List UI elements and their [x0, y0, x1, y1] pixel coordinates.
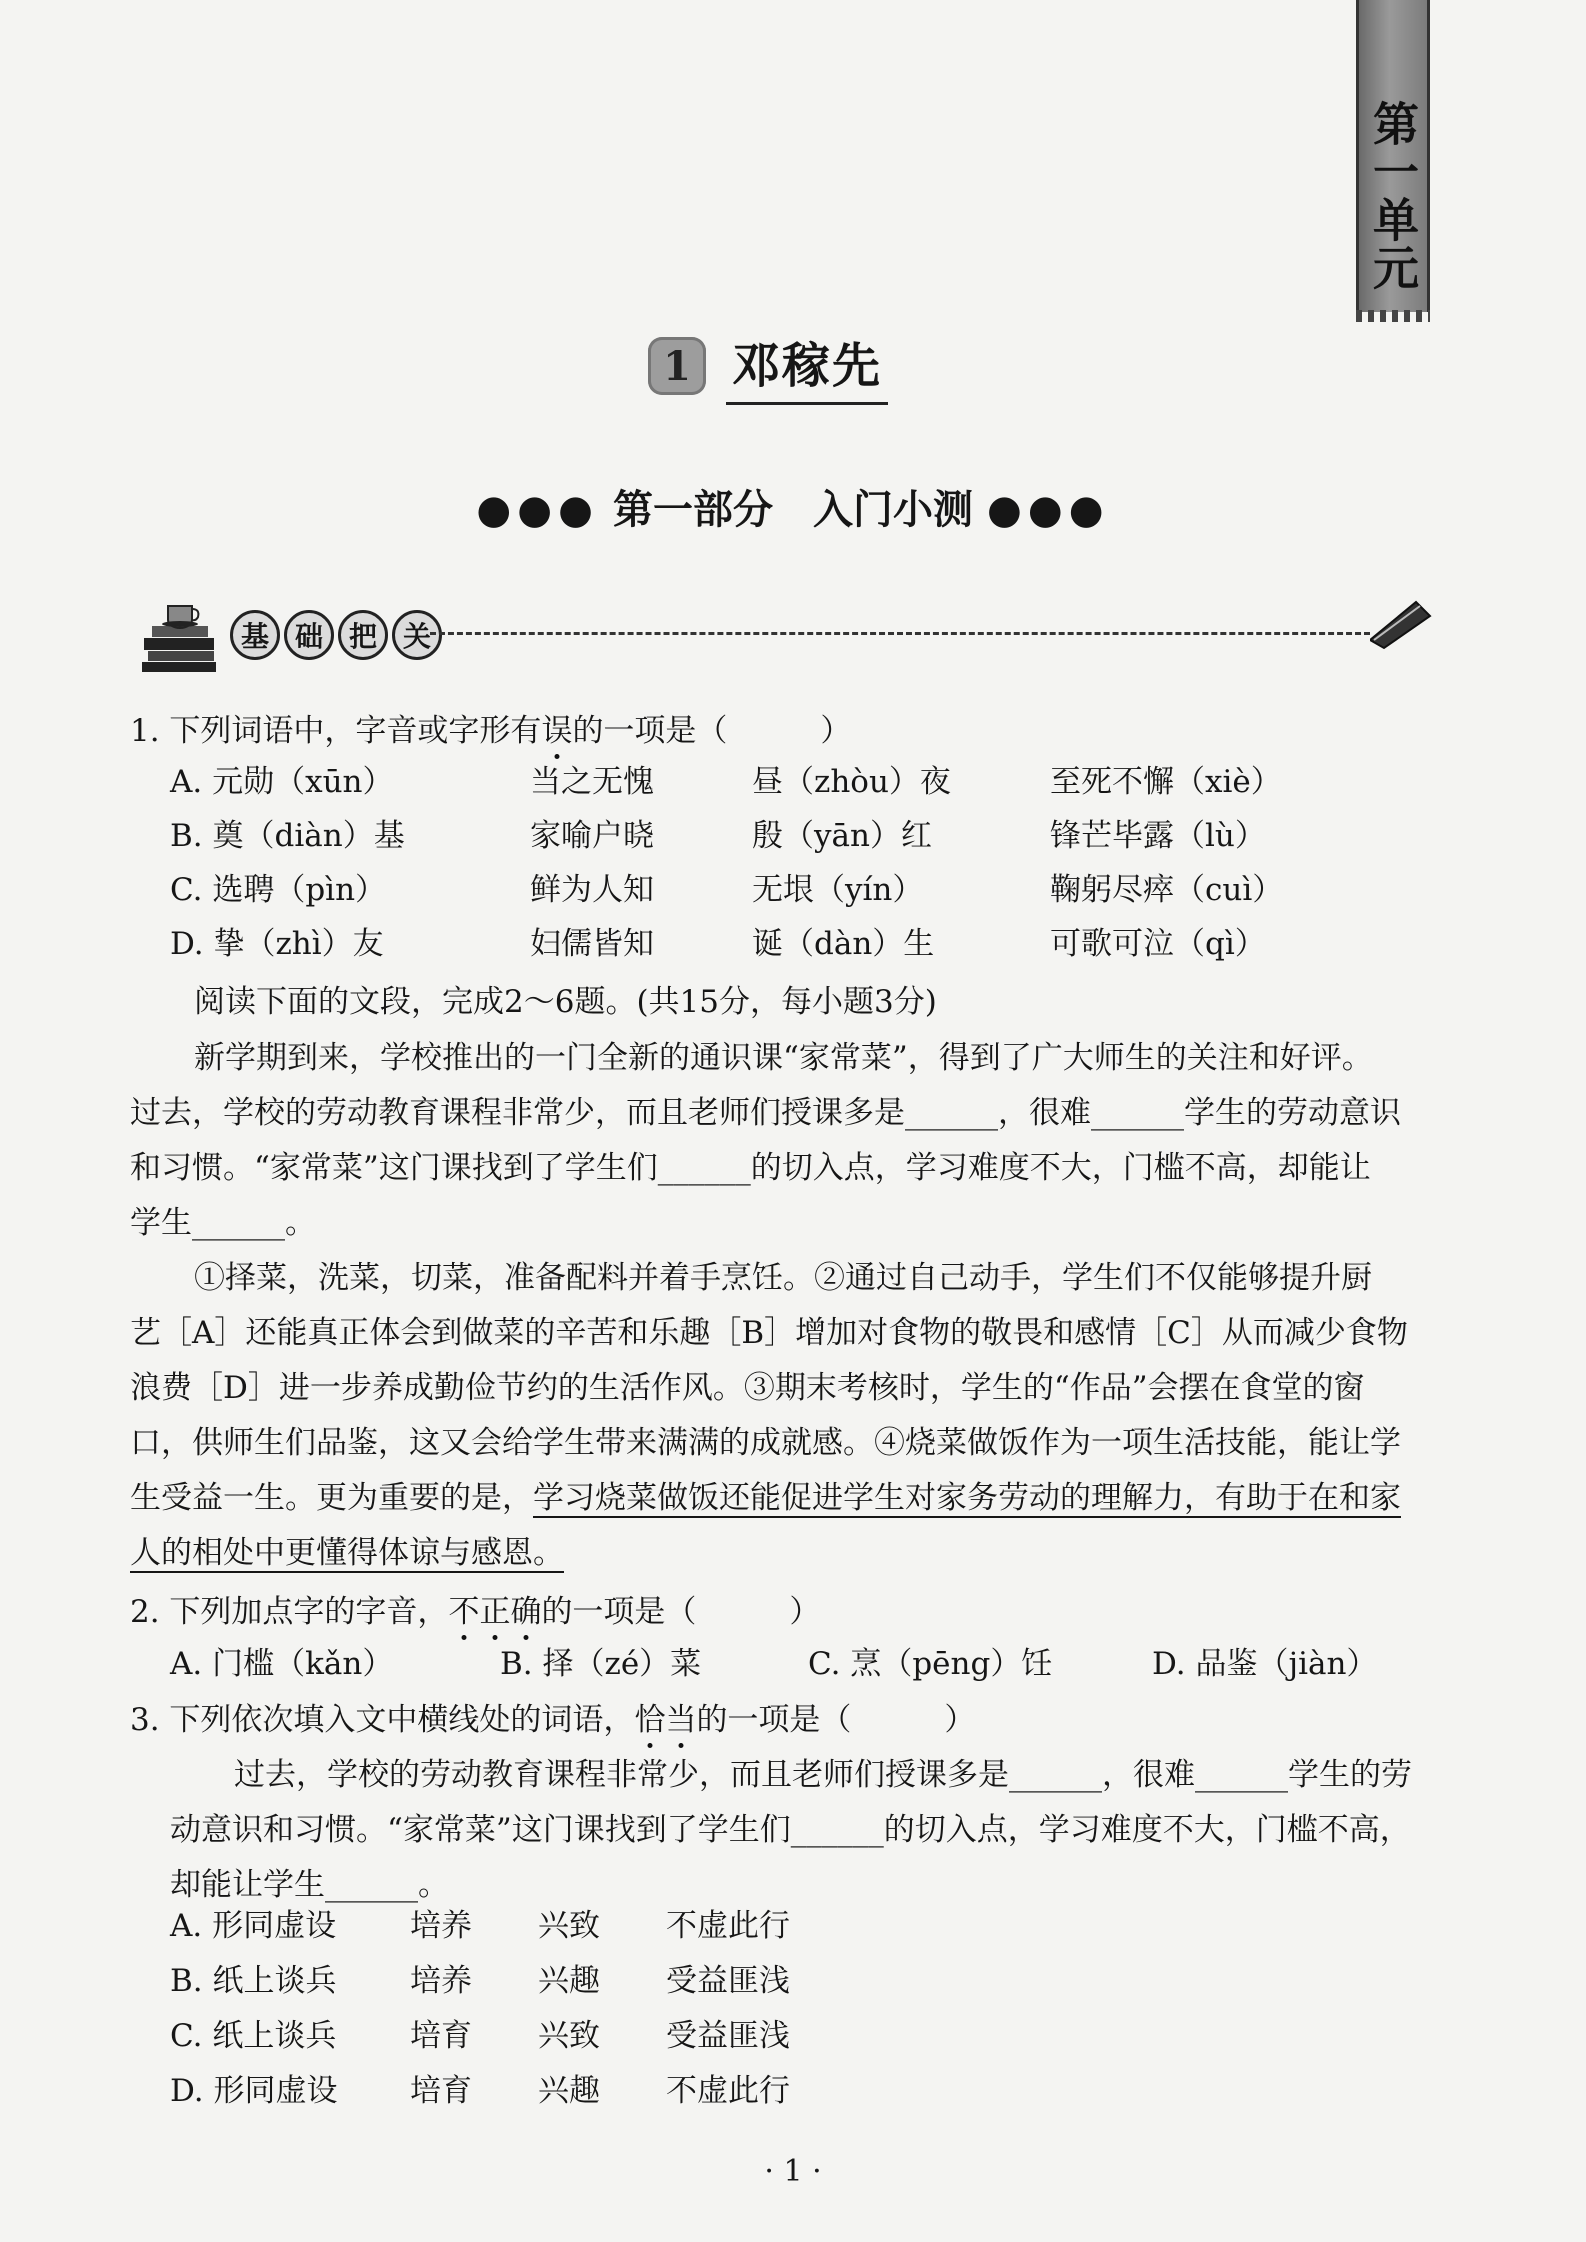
pencil-icon — [1370, 600, 1440, 660]
banner-char: 关 — [392, 610, 442, 660]
q3-opt-c-3: 兴致 — [538, 2018, 600, 2054]
passage — [130, 1031, 1460, 1581]
q1-opt-a-2: 当之无愧 — [530, 764, 654, 800]
q2-option-d: D. 品鉴（jiàn） — [1152, 1646, 1378, 1682]
q3-opt-b-4: 受益匪浅 — [666, 1963, 790, 1999]
passage-line-underlined-start — [130, 1471, 1460, 1526]
q1-opt-a-1: A. 元勋（xūn） — [170, 764, 394, 800]
q3-opt-b-1: B. 纸上谈兵 — [170, 1963, 337, 1999]
page-number: · 1 · — [764, 2154, 822, 2189]
banner-char: 基 — [230, 610, 280, 660]
passage-line: 和习惯。“家常菜”这门课找到了学生们______的切入点，学习难度不大，门槛不高，却能让 — [130, 1150, 1371, 1186]
q3-opt-c-4: 受益匪浅 — [666, 2018, 790, 2054]
q1-stem: 1. 下列词语中，字音或字形有误的一项是（ ） — [130, 713, 852, 749]
q1-opt-d-1: D. 挚（zhì）友 — [170, 926, 384, 962]
q1-opt-d-2: 妇儒皆知 — [530, 926, 654, 962]
banner-char: 把 — [338, 610, 388, 660]
passage-line: ①择菜，洗菜，切菜，准备配料并着手烹饪。②通过自己动手，学生们不仅能够提升厨 — [194, 1260, 1372, 1296]
underlined-sentence: 学习烧菜做饭还能促进学生对家务劳动的理解力，有助于在和家 — [533, 1480, 1401, 1516]
q3-opt-a-2: 培养 — [410, 1908, 472, 1944]
q3-opt-a-1: A. 形同虚设 — [170, 1908, 337, 1944]
passage-text: 生受益一生。更为重要的是， — [130, 1480, 533, 1516]
passage-line: 学生______。 — [130, 1205, 316, 1241]
q3-opt-d-4: 不虚此行 — [666, 2073, 790, 2109]
q1-opt-d-3: 诞（dàn）生 — [752, 926, 935, 962]
section-banner — [138, 588, 1438, 678]
passage-line: 新学期到来，学校推出的一门全新的通识课“家常菜”，得到了广大师生的关注和好评。 — [194, 1040, 1373, 1076]
q1-opt-a-4: 至死不懈（xiè） — [1050, 764, 1282, 800]
part-title-text: 第一部分 入门小测 — [613, 487, 973, 533]
q3-opt-a-4: 不虚此行 — [666, 1908, 790, 1944]
banner-dashed-line — [430, 632, 1370, 635]
q1-opt-b-4: 锋芒毕露（lù） — [1050, 818, 1266, 854]
q3-opt-c-1: C. 纸上谈兵 — [170, 2018, 337, 2054]
part-title — [0, 478, 1586, 535]
q1-opt-b-2: 家喻户晓 — [530, 818, 654, 854]
part-title-dots-right: ●●● — [986, 487, 1110, 533]
q2-option-a: A. 门槛（kǎn） — [170, 1646, 394, 1682]
reading-intro: 阅读下面的文段，完成2～6题。(共15分，每小题3分) — [194, 984, 937, 1020]
q3-opt-d-1: D. 形同虚设 — [170, 2073, 338, 2109]
q3-passage — [170, 1748, 1470, 1913]
lesson-number: 1 — [648, 337, 706, 395]
q3-opt-a-3: 兴致 — [538, 1908, 600, 1944]
lesson-title — [648, 334, 888, 398]
part-title-dots-left: ●●● — [476, 487, 600, 533]
q2-option-b: B. 择（zé）菜 — [500, 1646, 702, 1682]
q1-opt-c-4: 鞠躬尽瘁（cuì） — [1050, 872, 1284, 908]
q3-opt-b-3: 兴趣 — [538, 1963, 600, 1999]
passage-line: 口，供师生们品鉴，这又会给学生带来满满的成就感。④烧菜做饭作为一项生活技能，能让学 — [130, 1425, 1401, 1461]
q1-opt-c-2: 鲜为人知 — [530, 872, 654, 908]
q2-stem: 2. 下列加点字的字音，不正确的一项是（ ） — [130, 1594, 821, 1630]
passage-line: 浪费［D］进一步养成勤俭节约的生活作风。③期末考核时，学生的“作品”会摆在食堂的窗 — [130, 1370, 1365, 1406]
q3-passage-line: 却能让学生______。 — [170, 1867, 449, 1903]
q3-opt-b-2: 培养 — [410, 1963, 472, 1999]
banner-char: 础 — [284, 610, 334, 660]
q3-passage-line: 过去，学校的劳动教育课程非常少，而且老师们授课多是______，很难______学生的劳 — [234, 1757, 1412, 1793]
q1-opt-c-1: C. 选聘（pìn） — [170, 872, 387, 908]
unit-tab-label: 第一单元 — [1366, 100, 1420, 292]
q1-opt-b-3: 殷（yān）红 — [752, 818, 932, 854]
q2-option-c: C. 烹（pēng）饪 — [808, 1646, 1053, 1682]
passage-line: 艺［A］还能真正体会到做菜的辛苦和乐趣［B］增加对食物的敬畏和感情［C］从而减少食物 — [130, 1315, 1408, 1351]
q1-opt-b-1: B. 奠（diàn）基 — [170, 818, 405, 854]
q1-opt-a-3: 昼（zhòu）夜 — [752, 764, 951, 800]
passage-line: 过去，学校的劳动教育课程非常少，而且老师们授课多是______，很难______学生的劳动意识 — [130, 1095, 1401, 1131]
books-cup-icon — [138, 594, 224, 674]
underlined-sentence-end: 人的相处中更懂得体谅与感恩。 — [130, 1535, 564, 1571]
lesson-name: 邓稼先 — [726, 327, 888, 405]
q3-opt-d-2: 培育 — [410, 2073, 472, 2109]
q3-passage-line: 动意识和习惯。“家常菜”这门课找到了学生们______的切入点，学习难度不大，门槛不高， — [170, 1812, 1411, 1848]
q3-stem: 3. 下列依次填入文中横线处的词语，恰当的一项是（ ） — [130, 1702, 976, 1738]
q1-opt-c-3: 无垠（yín） — [752, 872, 924, 908]
q3-opt-d-3: 兴趣 — [538, 2073, 600, 2109]
banner-label — [230, 610, 446, 660]
q3-opt-c-2: 培育 — [410, 2018, 472, 2054]
unit-tab — [1356, 0, 1430, 312]
q1-opt-d-4: 可歌可泣（qì） — [1050, 926, 1266, 962]
